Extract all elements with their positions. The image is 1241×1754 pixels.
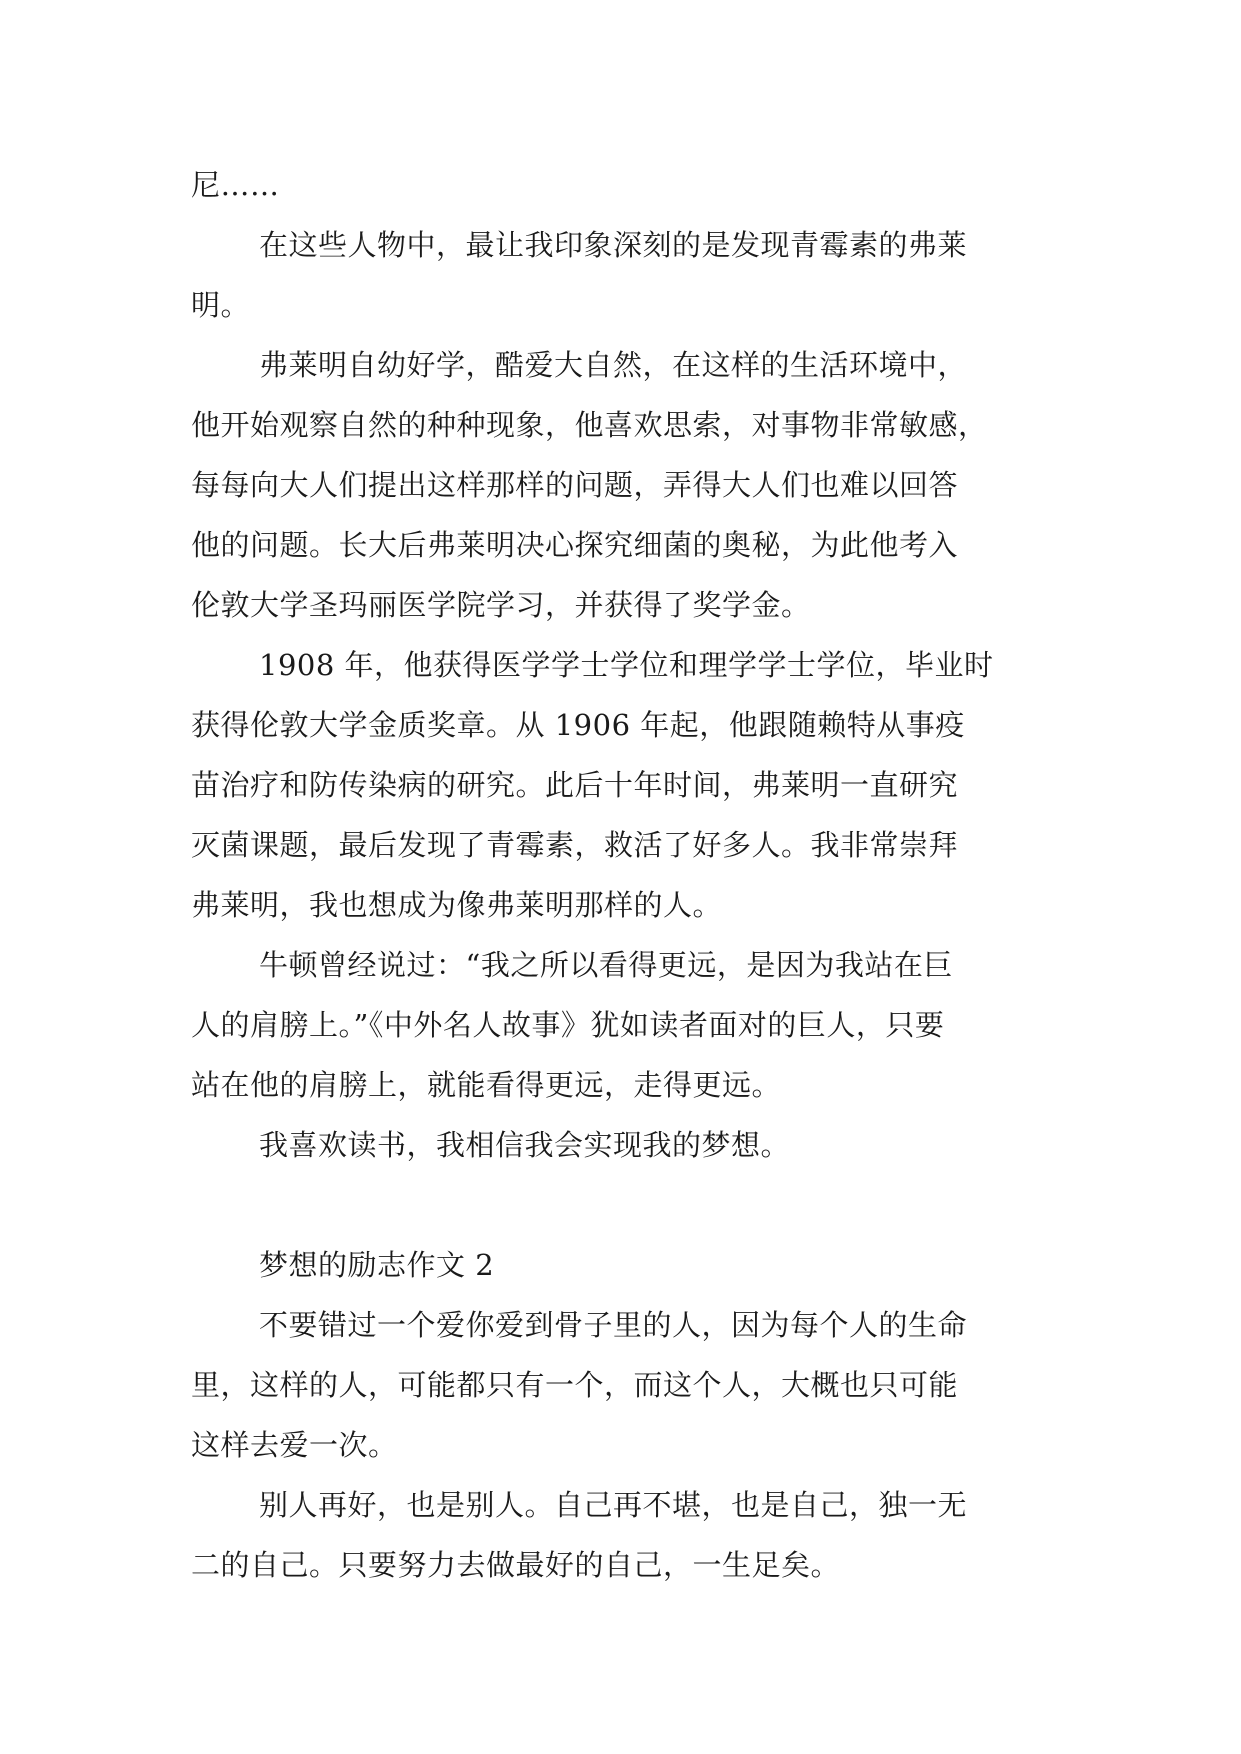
text-line: 这样去爱一次。 bbox=[191, 1428, 398, 1462]
text-line: 里，这样的人，可能都只有一个，而这个人，大概也只可能 bbox=[191, 1368, 959, 1402]
text-line: 我喜欢读书，我相信我会实现我的梦想。 bbox=[259, 1128, 791, 1162]
text-line: 明。 bbox=[191, 288, 251, 322]
section-heading: 梦想的励志作文 2 bbox=[259, 1248, 495, 1282]
text-line: 不要错过一个爱你爱到骨子里的人，因为每个人的生命 bbox=[259, 1308, 968, 1342]
text-line: 尼…… bbox=[191, 168, 280, 202]
text-line: 站在他的肩膀上，就能看得更远，走得更远。 bbox=[191, 1068, 782, 1102]
text-line: 人的肩膀上。”《中外名人故事》犹如读者面对的巨人，只要 bbox=[191, 1008, 945, 1042]
text-line: 他的问题。长大后弗莱明决心探究细菌的奥秘，为此他考入 bbox=[191, 528, 959, 562]
text-line: 弗莱明，我也想成为像弗莱明那样的人。 bbox=[191, 888, 723, 922]
text-line: 获得伦敦大学金质奖章。从 1906 年起，他跟随赖特从事疫 bbox=[191, 708, 965, 742]
text-line: 苗治疗和防传染病的研究。此后十年时间，弗莱明一直研究 bbox=[191, 768, 959, 802]
text-line: 牛顿曾经说过：“我之所以看得更远，是因为我站在巨 bbox=[259, 948, 953, 982]
text-line: 每每向大人们提出这样那样的问题，弄得大人们也难以回答 bbox=[191, 468, 959, 502]
text-line: 他开始观察自然的种种现象，他喜欢思索，对事物非常敏感， bbox=[191, 408, 988, 442]
text-line: 弗莱明自幼好学，酷爱大自然，在这样的生活环境中， bbox=[259, 348, 968, 382]
text-line: 别人再好，也是别人。自己再不堪，也是自己，独一无 bbox=[259, 1488, 968, 1522]
text-line: 二的自己。只要努力去做最好的自己，一生足矣。 bbox=[191, 1548, 841, 1582]
text-line: 1908 年，他获得医学学士学位和理学学士学位，毕业时 bbox=[259, 648, 994, 682]
text-line: 在这些人物中，最让我印象深刻的是发现青霉素的弗莱 bbox=[259, 228, 968, 262]
text-line: 伦敦大学圣玛丽医学院学习，并获得了奖学金。 bbox=[191, 588, 811, 622]
text-line: 灭菌课题，最后发现了青霉素，救活了好多人。我非常崇拜 bbox=[191, 828, 959, 862]
